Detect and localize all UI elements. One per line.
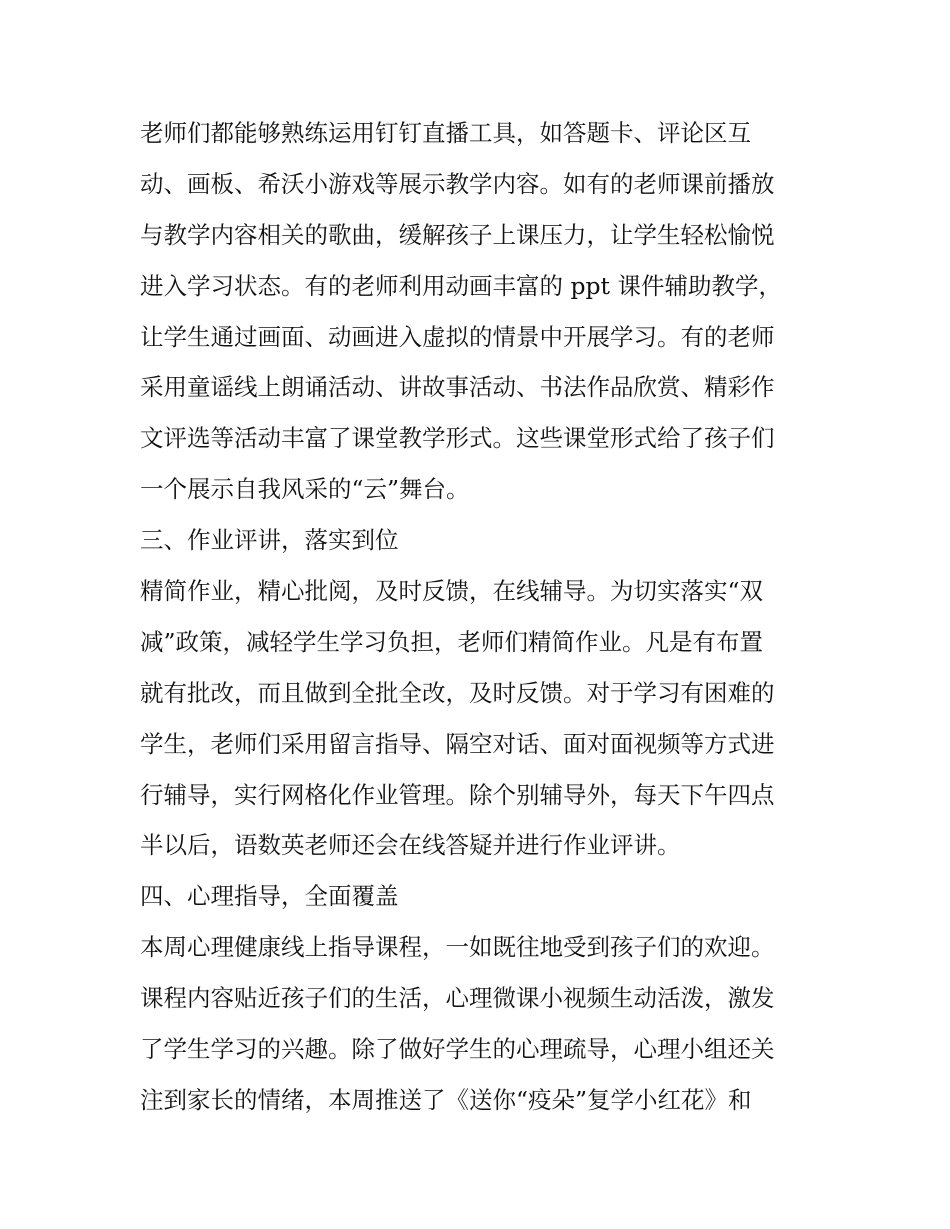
text-line: 注到家长的情绪，本周推送了《送你“疫朵”复学小红花》和 [140,1085,752,1114]
text-line: 减”政策，减轻学生学习负担，老师们精简作业。凡是有布置 [140,627,764,656]
text-line: 与教学内容相关的歌曲，缓解孩子上课压力，让学生轻松愉悦 [140,220,775,249]
text-line: 半以后，语数英老师还会在线答疑并进行作业评讲。 [140,831,681,860]
text-line: 就有批改，而且做到全批全改，及时反馈。对于学习有困难的 [140,678,775,707]
text-line: 行辅导，实行网格化作业管理。除个别辅导外，每天下午四点 [140,780,775,809]
text-line: 文评选等活动丰富了课堂教学形式。这些课堂形式给了孩子们 [140,424,775,453]
text-line: 学生，老师们采用留言指导、隔空对话、面对面视频等方式进 [140,729,775,758]
text-line: 动、画板、希沃小游戏等展示教学内容。如有的老师课前播放 [140,169,775,198]
text-line: 让学生通过画面、动画进入虚拟的情景中开展学习。有的老师 [140,322,775,351]
text-line: 课程内容贴近孩子们的生活，心理微课小视频生动活泼，激发 [140,984,775,1013]
text-line: 本周心理健康线上指导课程，一如既往地受到孩子们的欢迎。 [140,933,775,962]
text-line: 一个展示自我风采的“云”舞台。 [140,475,470,504]
text-line: 进入学习状态。有的老师利用动画丰富的 ppt 课件辅助教学， [140,271,782,300]
text-line: 了学生学习的兴趣。除了做好学生的心理疏导，心理小组还关 [140,1035,775,1064]
body-text [140,108,820,1126]
section-heading-4: 四、心理指导，全面覆盖 [140,882,399,911]
section-heading-3: 三、作业评讲，落实到位 [140,526,399,555]
text-line: 精简作业，精心批阅，及时反馈，在线辅导。为切实落实“双 [140,577,764,606]
text-line: 采用童谣线上朗诵活动、讲故事活动、书法作品欣赏、精彩作 [140,373,775,402]
text-line: 老师们都能够熟练运用钉钉直播工具，如答题卡、评论区互 [140,119,751,147]
